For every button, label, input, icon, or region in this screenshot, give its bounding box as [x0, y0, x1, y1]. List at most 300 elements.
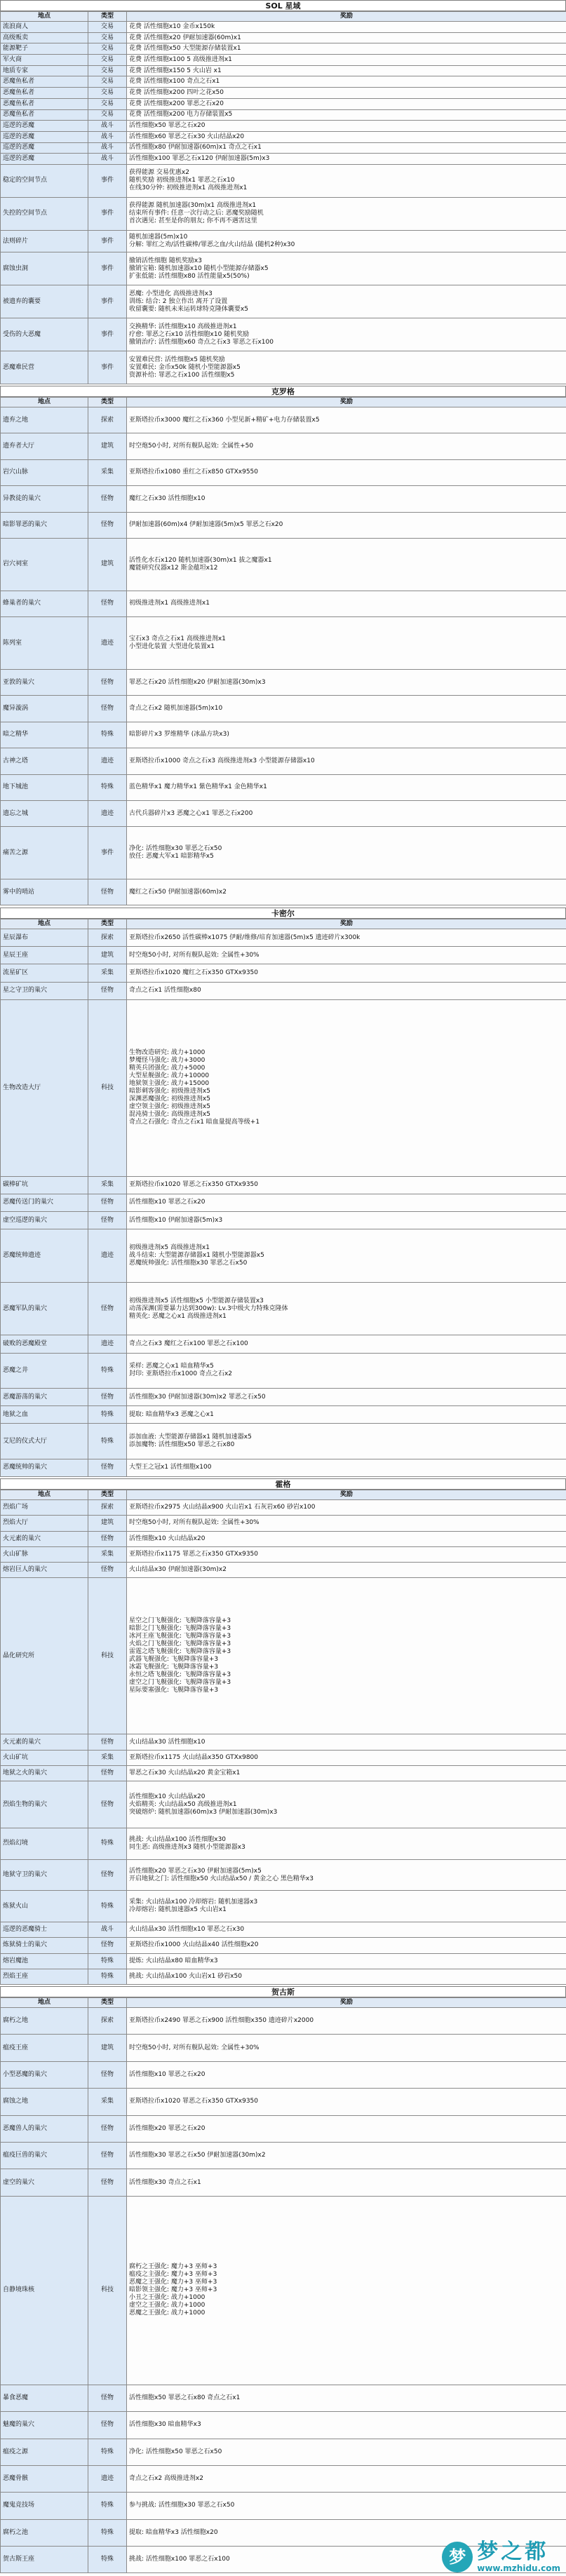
table-row [1, 252, 566, 285]
reward-cell: 活性细胞x10 火山结晶x20 火焰精英: 火山结晶x50 高级推进剂x1 突破熔炉: 随机加速器(60m)x3 伊耐加速器(30m)x3 [127, 1781, 566, 1828]
location-cell: 地狱之血 [1, 1406, 88, 1424]
table-row [1, 154, 566, 165]
type-cell: 事件 [88, 318, 127, 351]
reward-cell: 活性细胞x20 罪恶之石x20 [127, 2115, 566, 2142]
reward-cell: 获得能源 随机加速器(30m)x1 高级推进剂x1 结束所有事件: 任意一次行动之后: 恶魔奖励随机 首次遇见: 甚至是你的朋友; 你不再不遇害这里 [127, 197, 566, 230]
reward-cell: 活性细胞x50 罪恶之石x80 奇点之石x1 [127, 2385, 566, 2411]
location-cell: 星辰瀑布 [1, 929, 88, 947]
table-row [1, 591, 566, 616]
table-row [1, 1194, 566, 1211]
location-cell: 恶魔军队的巢穴 [1, 1282, 88, 1335]
table-row [1, 964, 566, 982]
location-cell: 火元素的巢穴 [1, 1531, 88, 1546]
section-title: 克罗格 [0, 386, 566, 397]
section-title: 贺古斯 [0, 1986, 566, 1997]
table-row [1, 929, 566, 947]
location-cell: 巡逻的恶魔 [1, 142, 88, 154]
table-row [1, 1922, 566, 1937]
location-cell: 瘟疫王座 [1, 2035, 88, 2061]
type-cell: 事件 [88, 197, 127, 230]
column-header-reward: 奖励 [127, 1490, 566, 1500]
location-cell: 火山矿脉 [1, 1546, 88, 1562]
location-cell: 火山矿坑 [1, 1750, 88, 1765]
table-row [1, 1176, 566, 1194]
location-cell: 地狱守卫的巢穴 [1, 1859, 88, 1891]
reward-cell: 提炼: 火山结晶x80 暗血精华x3 [127, 1953, 566, 1969]
table-row [1, 1546, 566, 1562]
reward-cell: 亚斯塔拉币x1000 奇点之石x3 高级推进剂x3 小型能源存储器x10 [127, 748, 566, 774]
table-row [1, 1424, 566, 1459]
reward-table [0, 11, 566, 384]
table-row [1, 285, 566, 318]
table-row [1, 1516, 566, 1531]
reward-cell: 生物改造研究: 战力+1000 梦魇怪马强化: 战力+3000 精英兵团强化: 战力+5000 大型星舰强化: 战力+10000 地狱领主强化: 战力+15000 暗影刺客强化: 初级推进剂x5 深渊恶魔强化: 初级推进剂x5 虚空领主强化: 初级推进剂x5 混沌骑士强化: 高级推进剂x5 奇点之石强化: 奇点之石x1 暗血量提高等级+1 [127, 999, 566, 1176]
table-row [1, 32, 566, 43]
table-row [1, 800, 566, 826]
location-cell: 被遗弃的囊要 [1, 285, 88, 318]
column-header-reward: 奖励 [127, 12, 566, 22]
reward-cell: 花费 活性细胞x200 电力存储装置x5 [127, 109, 566, 121]
type-cell: 交易 [88, 55, 127, 66]
reward-cell: 火山结晶x30 伊耐加速器(30m)x2 [127, 1563, 566, 1578]
reward-cell: 撤销活性细胞 随机奖励x3 撤销宝箱: 随机加速器x10 随机小型能源存储器x5 扩张低能: 活性细胞x80 活性能量x5(50%) [127, 252, 566, 285]
type-cell: 战斗 [88, 154, 127, 165]
table-row [1, 999, 566, 1176]
table-row [1, 1353, 566, 1388]
column-header-reward: 奖励 [127, 398, 566, 407]
reward-cell: 净化: 活性细胞x50 罪恶之石x50 [127, 2439, 566, 2465]
type-cell: 怪物 [88, 1734, 127, 1750]
type-cell: 科技 [88, 2196, 127, 2385]
type-cell: 交易 [88, 109, 127, 121]
reward-cell: 活性细胞x30 伊耐加速器(30m)x2 罪恶之石x50 [127, 1388, 566, 1405]
reward-cell: 活性细胞x10 火山结晶x20 [127, 1531, 566, 1546]
reward-cell: 亚斯塔拉币x1175 罪恶之石x350 GTXx9350 [127, 1546, 566, 1562]
location-cell: 碳棒矿坑 [1, 1176, 88, 1194]
location-cell: 烈焰幻境 [1, 1828, 88, 1860]
header-row [1, 398, 566, 407]
table-row [1, 1859, 566, 1891]
reward-cell: 活性细胞x20 罪恶之石x30 伊耐加速器(5m)x5 开启地狱之门: 活性细胞x50 火山结晶x50 / 黄金之心 黑色精华x3 [127, 1859, 566, 1891]
type-cell: 战斗 [88, 142, 127, 154]
location-cell: 地下城池 [1, 774, 88, 800]
type-cell: 怪物 [88, 1859, 127, 1891]
location-cell: 恶魔传送门的巢穴 [1, 1194, 88, 1211]
reward-cell: 魔红之石x30 活性细胞x10 [127, 486, 566, 512]
reward-cell: 活性细胞x80 伊耐加速器(60m)x1 奇点之石x1 [127, 142, 566, 154]
type-cell: 科技 [88, 999, 127, 1176]
reward-cell: 花费 活性细胞x10 金币x150k [127, 22, 566, 33]
section-title: 卡密尔 [0, 908, 566, 919]
location-cell: 陈列室 [1, 617, 88, 670]
reward-cell: 提取: 暗血精华x3 活性细胞x20 [127, 2519, 566, 2546]
location-cell: 恶魔鱼私者 [1, 98, 88, 109]
table-row [1, 1828, 566, 1860]
reward-cell: 亚斯塔拉币x1020 罪恶之石x350 GTXx9350 [127, 2089, 566, 2115]
type-cell: 战斗 [88, 121, 127, 132]
reward-cell: 提取: 暗血精华x3 恶魔之心x1 [127, 1406, 566, 1424]
table-row [1, 774, 566, 800]
reward-cell: 活性细胞x50 罪恶之石x20 [127, 121, 566, 132]
type-cell: 怪物 [88, 2061, 127, 2088]
type-cell: 遗迹 [88, 617, 127, 670]
reward-cell: 安置难民营: 活性细胞x5 随机奖励 安置难民: 金币x50k 随机小型能源器x5 资源补给: 罪恶之石x100 活性细胞x5 [127, 351, 566, 384]
reward-cell: 随机加速器(5m)x10 分解: 罪红之劝/活性碳棒/罪恶之血/火山结晶 (随机2种)x30 [127, 230, 566, 252]
type-cell: 怪物 [88, 696, 127, 722]
table-row [1, 121, 566, 132]
type-cell: 交易 [88, 88, 127, 99]
table-row [1, 1891, 566, 1922]
column-header-reward: 奖励 [127, 1998, 566, 2008]
reward-cell: 活性细胞x30 奇点之石x1 [127, 2169, 566, 2196]
location-cell: 腐蚀虫洞 [1, 252, 88, 285]
type-cell: 怪物 [88, 1531, 127, 1546]
location-cell: 小型恶魔的巢穴 [1, 2061, 88, 2088]
location-cell: 瘟疫巨兽的巢穴 [1, 2142, 88, 2169]
table-row [1, 827, 566, 879]
location-cell: 生物改造大厅 [1, 999, 88, 1176]
location-cell: 烈焰广场 [1, 1500, 88, 1516]
table-row [1, 2035, 566, 2061]
type-cell: 遗迹 [88, 2465, 127, 2492]
location-cell: 烈焰大厅 [1, 1516, 88, 1531]
location-cell: 异教徒的巢穴 [1, 486, 88, 512]
table-row [1, 109, 566, 121]
table-row [1, 2385, 566, 2411]
watermark-name: 梦之都 [477, 2540, 549, 2564]
location-cell: 星辰王座 [1, 947, 88, 964]
table-row [1, 230, 566, 252]
table-row [1, 982, 566, 999]
table-row [1, 1765, 566, 1781]
type-cell: 事件 [88, 230, 127, 252]
column-header-location: 地点 [1, 1998, 88, 2008]
type-cell: 怪物 [88, 591, 127, 616]
table-row [1, 2412, 566, 2439]
table-row [1, 98, 566, 109]
type-cell: 特殊 [88, 774, 127, 800]
reward-cell: 参与挑战: 活性细胞x30 罪恶之石x50 [127, 2493, 566, 2519]
type-cell: 采集 [88, 2089, 127, 2115]
type-cell: 怪物 [88, 879, 127, 905]
location-cell: 火元素的巢穴 [1, 1734, 88, 1750]
column-header-type: 类型 [88, 12, 127, 22]
type-cell: 战斗 [88, 131, 127, 142]
reward-cell: 亚斯塔拉币x1080 重红之石x850 GTXx9550 [127, 459, 566, 485]
table-row [1, 1531, 566, 1546]
table-row [1, 1229, 566, 1283]
type-cell: 怪物 [88, 2142, 127, 2169]
type-cell: 特殊 [88, 2547, 127, 2573]
type-cell: 事件 [88, 252, 127, 285]
table-row [1, 22, 566, 33]
reward-cell: 亚斯塔拉币x2975 火山结晶x900 火山岩x1 石灰岩x60 砂岩x100 [127, 1500, 566, 1516]
location-cell: 巡逻的恶魔 [1, 154, 88, 165]
table-row [1, 879, 566, 905]
reward-cell: 亚斯塔拉币x2650 活性碳棒x1075 伊耐/维修/培育加速器(5m)x5 遗迹碎片x300k [127, 929, 566, 947]
column-header-reward: 奖励 [127, 919, 566, 929]
type-cell: 特殊 [88, 1891, 127, 1922]
reward-table [0, 397, 566, 905]
watermark-logo: 梦 [442, 2542, 473, 2572]
type-cell: 科技 [88, 1578, 127, 1734]
location-cell: 高级贩卖 [1, 32, 88, 43]
location-cell: 受伤的大恶魔 [1, 318, 88, 351]
location-cell: 炼狱火山 [1, 1891, 88, 1922]
type-cell: 怪物 [88, 2115, 127, 2142]
type-cell: 采集 [88, 459, 127, 485]
type-cell: 怪物 [88, 1212, 127, 1229]
type-cell: 交易 [88, 98, 127, 109]
type-cell: 怪物 [88, 1388, 127, 1405]
reward-cell: 初级推进剂x5 活性细胞x5 小型能源存储装置x3 动荡深渊(需要暴力达到300w): Lv.3中级火力特殊克隆体 精英化: 恶魔之心x1 高级推进剂x1 [127, 1282, 566, 1335]
location-cell: 恶魔鱼私者 [1, 109, 88, 121]
location-cell: 巡逻的恶魔 [1, 121, 88, 132]
location-cell: 岩穴山脉 [1, 459, 88, 485]
table-row [1, 1212, 566, 1229]
location-cell: 能源靶子 [1, 43, 88, 55]
type-cell: 怪物 [88, 2412, 127, 2439]
type-cell: 特殊 [88, 2493, 127, 2519]
type-cell: 怪物 [88, 1938, 127, 1953]
reward-cell: 花费 活性细胞x200 四叶之花x50 [127, 88, 566, 99]
table-row [1, 748, 566, 774]
table-row [1, 1500, 566, 1516]
table-row [1, 486, 566, 512]
reward-cell: 活性细胞x100 罪恶之石x120 伊耐加速器(5m)x3 [127, 154, 566, 165]
table-row [1, 351, 566, 384]
reward-cell: 火山结晶x30 活性细胞x10 罪恶之石x30 [127, 1922, 566, 1937]
reward-cell: 古代兵器碎片x3 恶魔之心x1 罪恶之石x200 [127, 800, 566, 826]
type-cell: 怪物 [88, 1282, 127, 1335]
reward-cell: 挑战: 火山结晶x100 活性细胞x30 同生恶: 高级推进剂x3 随机小型能源器x3 [127, 1828, 566, 1860]
location-cell: 亚敦的巢穴 [1, 669, 88, 695]
type-cell: 特殊 [88, 1424, 127, 1459]
reward-cell: 恶魔: 小型进化 高级推进剂x3 训练: 结合: 2 独立作出 离开了设置 收留囊要: 随机未来运转球特克隆体囊要x5 [127, 285, 566, 318]
table-row [1, 2115, 566, 2142]
type-cell: 事件 [88, 164, 127, 197]
table-row [1, 1953, 566, 1969]
reward-cell: 初级推进剂x1 高级推进剂x1 [127, 591, 566, 616]
location-cell: 恶魔兽人的巢穴 [1, 2115, 88, 2142]
table-row [1, 197, 566, 230]
reward-cell: 添加血液: 大型能源存储器x1 随机加速器x5 添加魔物: 活性细胞x50 罪恶之石x80 [127, 1424, 566, 1459]
type-cell: 怪物 [88, 2385, 127, 2411]
table-row [1, 459, 566, 485]
header-row [1, 919, 566, 929]
table-row [1, 142, 566, 154]
reward-cell: 星空之门飞舰强化: 飞舰降落容量+3 暗影之门飞舰强化: 飞舰降落容量+3 冰河王座飞舰强化: 飞舰降落容量+3 火焰之门飞舰强化: 飞舰降落容量+3 雷霆之塔飞舰强化: 飞舰降落容量+3 武器飞舰强化: 飞舰降落容量+3 冰霜飞舰强化: 飞舰降落容量+3 永恒之塔飞舰强化: 飞舰降落容量+3 虚空之门飞舰强化: 飞舰降落容量+3 星际要塞强化: 飞舰降落容量+3 [127, 1578, 566, 1734]
location-cell: 腐朽之池 [1, 2519, 88, 2546]
reward-cell: 大型王之冠x1 活性细胞x100 [127, 1459, 566, 1476]
location-cell: 炼狱骑士的巢穴 [1, 1938, 88, 1953]
location-cell: 贺古斯王座 [1, 2547, 88, 2573]
reward-cell: 获得能源 交易优惠x2 随机奖励 初级推进剂x1 罪恶之石x10 在线30分钟: 初级推进剂x1 高级推进剂x1 [127, 164, 566, 197]
type-cell: 探索 [88, 1500, 127, 1516]
reward-cell: 采样: 恶魔之心x1 暗血精华x5 封印: 亚斯塔拉币x1000 奇点之石x2 [127, 1353, 566, 1388]
type-cell: 怪物 [88, 1765, 127, 1781]
header-row [1, 1490, 566, 1500]
location-cell: 地质专家 [1, 65, 88, 76]
header-row [1, 1998, 566, 2008]
location-cell: 腐朽之地 [1, 2008, 88, 2035]
reward-cell: 活性细胞x30 罪恶之石x50 伊耐加速器(30m)x2 [127, 2142, 566, 2169]
reward-cell: 活性化水石x120 随机加速器(30m)x1 拔之魔器x1 魔能研究仪器x12 斯金蕴坦x12 [127, 538, 566, 591]
reward-cell: 伊耐加速器(60m)x4 伊耐加速器(5m)x5 罪恶之石x20 [127, 512, 566, 538]
type-cell: 特殊 [88, 1969, 127, 1984]
watermark-text [477, 2541, 560, 2573]
location-cell: 星之守卫的巢穴 [1, 982, 88, 999]
table-row [1, 617, 566, 670]
location-cell: 熔岩巨人的巢穴 [1, 1563, 88, 1578]
location-cell: 艾尼的仪式大厅 [1, 1424, 88, 1459]
table-row [1, 1459, 566, 1476]
reward-cell: 采集: 火山结晶x100 冷却熔岩: 随机加速器x3 冷却熔岩: 随机加速器x5 火山岩x1 [127, 1891, 566, 1922]
reward-cell: 蓝色精华x1 魔力精华x1 紫色精华x1 金色精华x1 [127, 774, 566, 800]
type-cell: 建筑 [88, 1516, 127, 1531]
type-cell: 采集 [88, 1176, 127, 1194]
table-row [1, 2089, 566, 2115]
type-cell: 怪物 [88, 669, 127, 695]
location-cell: 恶魔难民营 [1, 351, 88, 384]
location-cell: 失控的空间节点 [1, 197, 88, 230]
location-cell: 魅魔的巢穴 [1, 2412, 88, 2439]
location-cell: 古神之塔 [1, 748, 88, 774]
reward-cell: 初级推进剂x5 高级推进剂x1 战斗结束: 大型能源存储器x1 随机小型能源器x5 恶魔统帅强化: 活性细胞x30 罪恶之石x50 [127, 1229, 566, 1283]
reward-cell: 暗影碎片x3 罗维精华 (冰晶方块x3) [127, 722, 566, 748]
header-row [1, 12, 566, 22]
table-row [1, 164, 566, 197]
column-header-type: 类型 [88, 919, 127, 929]
type-cell: 特殊 [88, 2519, 127, 2546]
type-cell: 怪物 [88, 1194, 127, 1211]
type-cell: 怪物 [88, 2169, 127, 2196]
location-cell: 地狱之火的巢穴 [1, 1765, 88, 1781]
reward-table [0, 919, 566, 1477]
location-cell: 流浪商人 [1, 22, 88, 33]
location-cell: 破败的恶魔殿堂 [1, 1335, 88, 1353]
reward-cell: 挑战: 火山结晶x100 火山岩x1 砂岩x50 [127, 1969, 566, 1984]
type-cell: 遗迹 [88, 1229, 127, 1283]
table-row [1, 2061, 566, 2088]
location-cell: 恶魔统帅的巢穴 [1, 1459, 88, 1476]
location-cell: 虚空巡逻的巢穴 [1, 1212, 88, 1229]
table-row [1, 1563, 566, 1578]
reward-cell: 时空炮50小时, 对所有舰队起效: 全属性+50 [127, 433, 566, 459]
reward-cell: 挑战: 活性细胞x100 罪恶之石x100 [127, 2547, 566, 2573]
type-cell: 怪物 [88, 486, 127, 512]
reward-cell: 时空炮50小时, 对所有舰队起效: 全属性+30% [127, 2035, 566, 2061]
type-cell: 特殊 [88, 2439, 127, 2465]
location-cell: 稳定的空间节点 [1, 164, 88, 197]
table-row [1, 947, 566, 964]
table-row [1, 76, 566, 88]
location-cell: 恶魔鱼私者 [1, 88, 88, 99]
reward-cell: 亚斯塔拉币x3000 魔红之石x360 小型见新+精矿+电力存储装置x5 [127, 407, 566, 433]
column-header-type: 类型 [88, 1490, 127, 1500]
table-row [1, 55, 566, 66]
type-cell: 交易 [88, 43, 127, 55]
reward-cell: 活性细胞x10 罪恶之石x20 [127, 2061, 566, 2088]
table-row [1, 538, 566, 591]
section [0, 1478, 566, 1985]
location-cell: 蜂巢者的巢穴 [1, 591, 88, 616]
section [0, 0, 566, 384]
table-row [1, 2008, 566, 2035]
column-header-location: 地点 [1, 1490, 88, 1500]
section [0, 1986, 566, 2574]
table-row [1, 1969, 566, 1984]
location-cell: 军火商 [1, 55, 88, 66]
reward-cell: 花费 活性细胞x150 5 火山岩 x1 [127, 65, 566, 76]
table-row [1, 131, 566, 142]
location-cell: 自静境珠核 [1, 2196, 88, 2385]
reward-cell: 交换精华: 活性细胞x10 高级推进剂x1 疗愈: 罪恶之石x10 活性细胞x10 随机奖励 撤销治疗: 活性细胞x60 奇点之石x3 罪恶之石x100 [127, 318, 566, 351]
section-title: SOL 星域 [0, 0, 566, 11]
location-cell: 恶魔鱼私者 [1, 76, 88, 88]
type-cell: 采集 [88, 964, 127, 982]
type-cell: 战斗 [88, 1922, 127, 1937]
reward-cell: 活性细胞x60 罪恶之石x30 火山结晶x20 [127, 131, 566, 142]
table-row [1, 1938, 566, 1953]
type-cell: 交易 [88, 32, 127, 43]
reward-cell: 活性细胞x10 罪恶之石x20 [127, 1194, 566, 1211]
location-cell: 雾中的哨站 [1, 879, 88, 905]
reward-cell: 奇点之石x2 高级推进剂x2 [127, 2465, 566, 2492]
location-cell: 遗忘之城 [1, 800, 88, 826]
table-row [1, 1388, 566, 1405]
type-cell: 怪物 [88, 1563, 127, 1578]
reward-cell: 宝石x3 奇点之石x1 高级推进剂x1 小型进化装置 大型进化装置x1 [127, 617, 566, 670]
type-cell: 建筑 [88, 433, 127, 459]
location-cell: 烈焰生物的巢穴 [1, 1781, 88, 1828]
type-cell: 采集 [88, 1750, 127, 1765]
reward-cell: 火山结晶x30 活性细胞x10 [127, 1734, 566, 1750]
type-cell: 遗迹 [88, 1335, 127, 1353]
table-row [1, 407, 566, 433]
reward-cell: 净化: 活性细胞x30 罪恶之石x50 放任: 恶魔大军x1 暗影精华x5 [127, 827, 566, 879]
location-cell: 痛苦之源 [1, 827, 88, 879]
table-row [1, 2169, 566, 2196]
reward-cell: 时空炮50小时, 对所有舰队起效: 全属性+30% [127, 1516, 566, 1531]
column-header-location: 地点 [1, 12, 88, 22]
table-row [1, 1578, 566, 1734]
table-row [1, 1335, 566, 1353]
reward-table [0, 1997, 566, 2573]
type-cell: 建筑 [88, 2035, 127, 2061]
reward-cell: 腐朽之王强化: 魔力+3 巫师+3 瘟疫之主强化: 魔力+3 巫师+3 恶魔之王强化: 魔力+3 巫师+3 暗影领主强化: 魔力+3 巫师+3 小丑之王强化: 战力+1000 虚空之王强化: 战力+1000 恶魔之王强化: 战力+1000 [127, 2196, 566, 2385]
table-row [1, 1282, 566, 1335]
type-cell: 交易 [88, 76, 127, 88]
type-cell: 怪物 [88, 1781, 127, 1828]
column-header-location: 地点 [1, 398, 88, 407]
column-header-type: 类型 [88, 1998, 127, 2008]
reward-cell: 奇点之石x2 随机加速器(5m)x10 [127, 696, 566, 722]
type-cell: 事件 [88, 827, 127, 879]
location-cell: 暗影罪恶的巢穴 [1, 512, 88, 538]
table-row [1, 2439, 566, 2465]
table-row [1, 1750, 566, 1765]
location-cell: 巡逻的恶魔 [1, 131, 88, 142]
type-cell: 建筑 [88, 538, 127, 591]
table-row [1, 433, 566, 459]
reward-cell: 魔红之石x50 伊耐加速器(60m)x2 [127, 879, 566, 905]
reward-table [0, 1490, 566, 1985]
type-cell: 事件 [88, 285, 127, 318]
table-row [1, 2493, 566, 2519]
reward-cell: 时空炮50小时, 对所有舰队起效: 全属性+30% [127, 947, 566, 964]
column-header-type: 类型 [88, 398, 127, 407]
